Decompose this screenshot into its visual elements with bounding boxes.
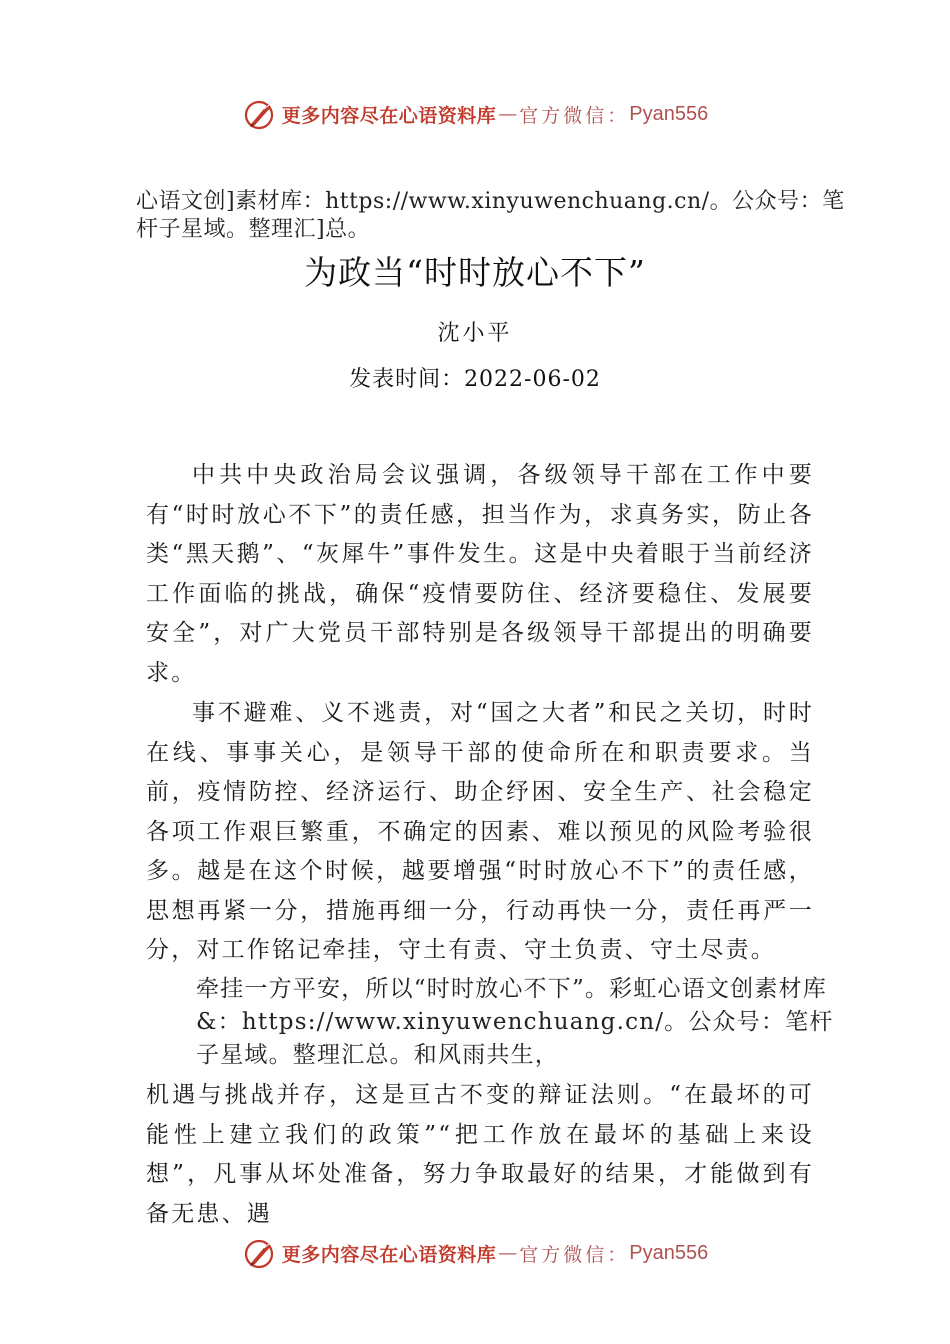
footer-wechat-label: 官方微信： [519, 1243, 630, 1266]
article-date: 发表时间：2022-06-02 [349, 367, 601, 392]
article-title: 为政当“时时放心不下” [304, 253, 646, 292]
banner-brand: 更多内容尽在心语资料库 [281, 104, 497, 127]
article-author: 沈小平 [437, 321, 513, 346]
footer-wechat-id: Pyan556 [629, 1241, 709, 1264]
paragraph-3: 机遇与挑战并存，这是亘古不变的辩证法则。“在最坏的可能性上建立我们的政策”“把工作放在最坏的基础上来设想”，凡事从坏处准备，努力争取最好的结果，才能做到有备无患、遇 [146, 1082, 814, 1227]
header-banner [0, 94, 950, 134]
quill-pen-logo-icon [242, 1235, 278, 1271]
footer-banner [0, 1233, 950, 1273]
banner-wechat-id: Pyan556 [629, 102, 709, 125]
watermark-top: 心语文创]素材库：https://www.xinyuwenchuang.cn/。公众号：笔杆子星域。整理汇]总。 [136, 189, 845, 242]
paragraph-2: 事不避难、义不逃责，对“国之大者”和民之关切，时时在线、事事关心，是领导干部的使命所在和职责要求。当前，疫情防控、经济运行、助企纾困、安全生产、社会稳定各项工作艰巨繁重，不确定的因素、难以预见的风险考验很多。越是在这个时候，越要增强“时时放心不下”的责任感，思想再紧一分，措施再细一分，行动再快一分，责任再严一分，对工作铭记牵挂，守土有责、守土负责、守土尽责。 [146, 700, 814, 963]
footer-dash: — [498, 1242, 518, 1264]
watermark-inline-text: 牵挂一方平安，所以“时时放心不下”。彩虹心语文创素材库&：https://www.xinyuwenchuang.cn/。公众号：笔杆子星域。整理汇总。和风雨共生， [196, 976, 834, 1068]
footer-brand: 更多内容尽在心语资料库 [281, 1243, 497, 1266]
banner-dash: — [498, 103, 518, 125]
banner-wechat-label: 官方微信： [519, 104, 630, 127]
paragraph-1: 中共中央政治局会议强调，各级领导干部在工作中要有“时时放心不下”的责任感，担当作为，求真务实，防止各类“黑天鹅”、“灰犀牛”事件发生。这是中央着眼于当前经济工作面临的挑战，确保“疫情要防住、经济要稳住、发展要安全”，对广大党员干部特别是各级领导干部提出的明确要求。 [146, 462, 814, 686]
quill-pen-logo-icon [242, 96, 278, 132]
watermark-inline [196, 973, 836, 1072]
